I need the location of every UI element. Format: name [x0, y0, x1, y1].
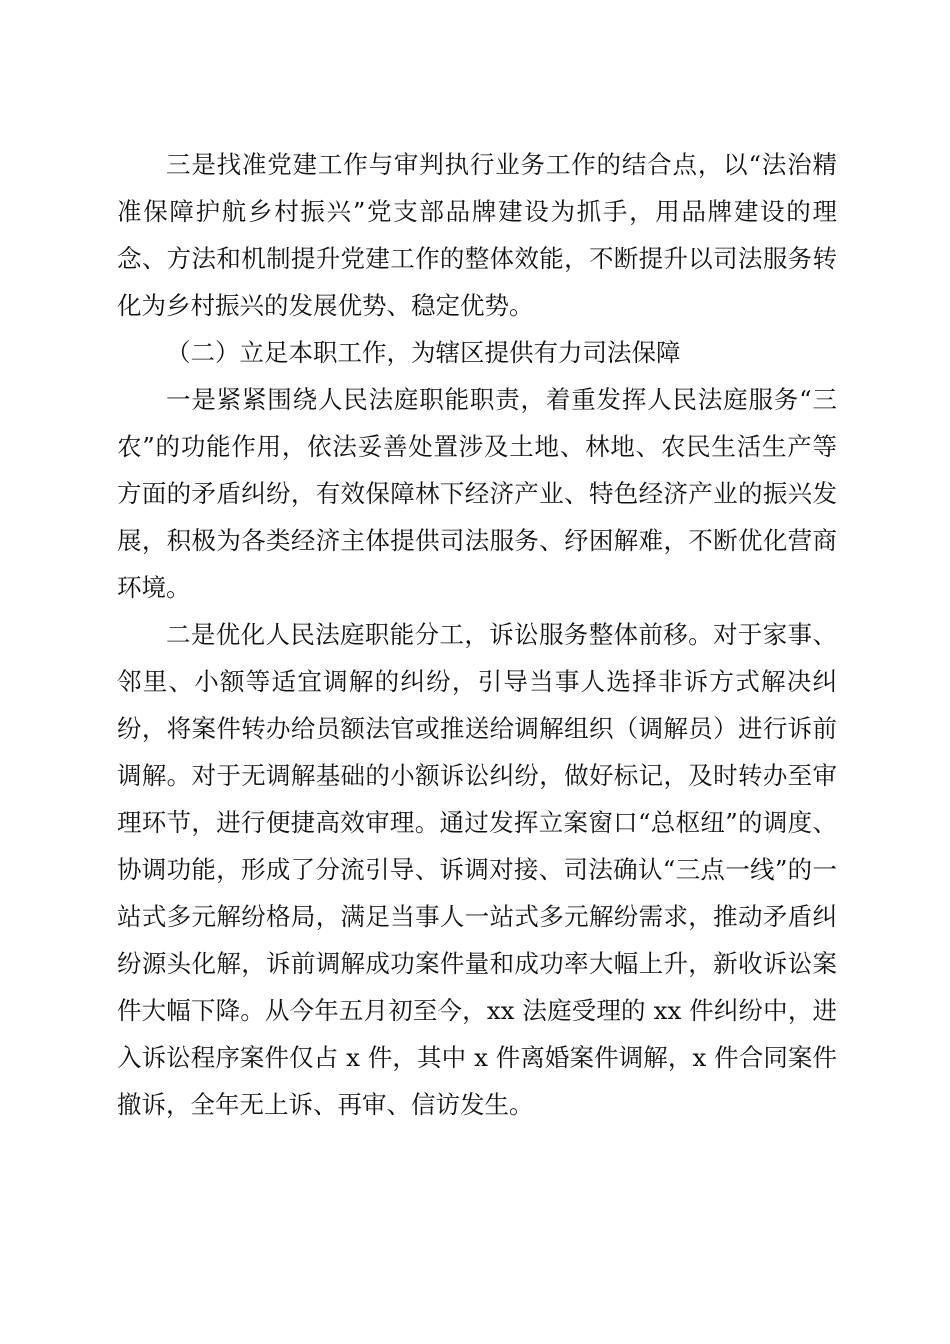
paragraph-court-duties: 一是紧紧围绕人民法庭职能职责，着重发挥人民法庭服务“三农”的功能作用，依法妥善处置涉及土地、林地、农民生活生产等方面的矛盾纠纷，有效保障林下经济产业、特色经济产业的振兴发展，积极为各类经济主体提供司法服务、纾困解难，不断优化营商环境。 [117, 385, 837, 602]
document-body [117, 141, 837, 1128]
paragraph-litigation-service: 二是优化人民法庭职能分工，诉讼服务整体前移。对于家事、邻里、小额等适宜调解的纠纷，引导当事人选择非诉方式解决纠纷，将案件转办给员额法官或推送给调解组织（调解员）进行诉前调解。对于无调解基础的小额诉讼纠纷，做好标记，及时转办至审理环节，进行便捷高效审理。通过发挥立案窗口“总枢纽”的调度、协调功能，形成了分流引导、诉调对接、司法确认“三点一线”的一站式多元解纷格局，满足当事人一站式多元解纷需求，推动矛盾纠纷源头化解，诉前调解成功案件量和成功率大幅上升，新收诉讼案件大幅下降。从今年五月初至今，xx 法庭受理的 xx 件纠纷中，进入诉讼程序案件仅占 x 件，其中 x 件离婚案件调解，x 件合同案件撤诉，全年无上诉、再审、信访发生。 [117, 620, 837, 1119]
paragraph-party-building: 三是找准党建工作与审判执行业务工作的结合点，以“法治精准保障护航乡村振兴”党支部品牌建设为抓手，用品牌建设的理念、方法和机制提升党建工作的整体效能，不断提升以司法服务转化为乡村振兴的发展优势、稳定优势。 [117, 150, 837, 320]
section-heading: （二）立足本职工作，为辖区提供有力司法保障 [166, 338, 681, 367]
